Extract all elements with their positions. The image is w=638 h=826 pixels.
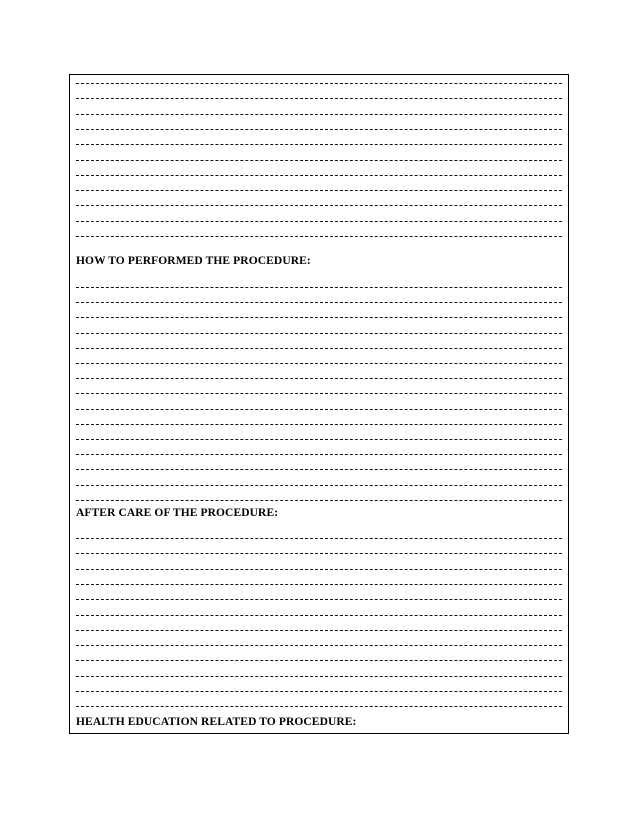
form-frame xyxy=(69,74,569,734)
writing-line[interactable] xyxy=(76,317,562,318)
heading-after-care: AFTER CARE OF THE PROCEDURE: xyxy=(76,507,279,519)
writing-line[interactable] xyxy=(76,409,562,410)
writing-line[interactable] xyxy=(76,500,562,501)
writing-line[interactable] xyxy=(76,454,562,455)
writing-line[interactable] xyxy=(76,378,562,379)
writing-line[interactable] xyxy=(76,129,562,130)
writing-line[interactable] xyxy=(76,348,562,349)
writing-line[interactable] xyxy=(76,114,562,115)
writing-line[interactable] xyxy=(76,175,562,176)
heading-how-to-perform: HOW TO PERFORMED THE PROCEDURE: xyxy=(76,255,311,267)
writing-line[interactable] xyxy=(76,615,562,616)
writing-line[interactable] xyxy=(76,660,562,661)
writing-line[interactable] xyxy=(76,485,562,486)
writing-line[interactable] xyxy=(76,287,562,288)
writing-line[interactable] xyxy=(76,333,562,334)
writing-line[interactable] xyxy=(76,553,562,554)
writing-line[interactable] xyxy=(76,676,562,677)
heading-health-education: HEALTH EDUCATION RELATED TO PROCEDURE: xyxy=(76,716,357,728)
writing-line[interactable] xyxy=(76,645,562,646)
writing-line[interactable] xyxy=(76,538,562,539)
writing-line[interactable] xyxy=(76,144,562,145)
writing-line[interactable] xyxy=(76,160,562,161)
writing-line[interactable] xyxy=(76,599,562,600)
writing-line[interactable] xyxy=(76,205,562,206)
writing-line[interactable] xyxy=(76,98,562,99)
writing-line[interactable] xyxy=(76,393,562,394)
writing-line[interactable] xyxy=(76,584,562,585)
writing-line[interactable] xyxy=(76,439,562,440)
writing-line[interactable] xyxy=(76,691,562,692)
writing-line[interactable] xyxy=(76,302,562,303)
writing-line[interactable] xyxy=(76,190,562,191)
writing-line[interactable] xyxy=(76,363,562,364)
writing-line[interactable] xyxy=(76,569,562,570)
writing-line[interactable] xyxy=(76,83,562,84)
writing-line[interactable] xyxy=(76,236,562,237)
writing-line[interactable] xyxy=(76,469,562,470)
writing-line[interactable] xyxy=(76,706,562,707)
writing-line[interactable] xyxy=(76,221,562,222)
writing-line[interactable] xyxy=(76,630,562,631)
writing-line[interactable] xyxy=(76,424,562,425)
